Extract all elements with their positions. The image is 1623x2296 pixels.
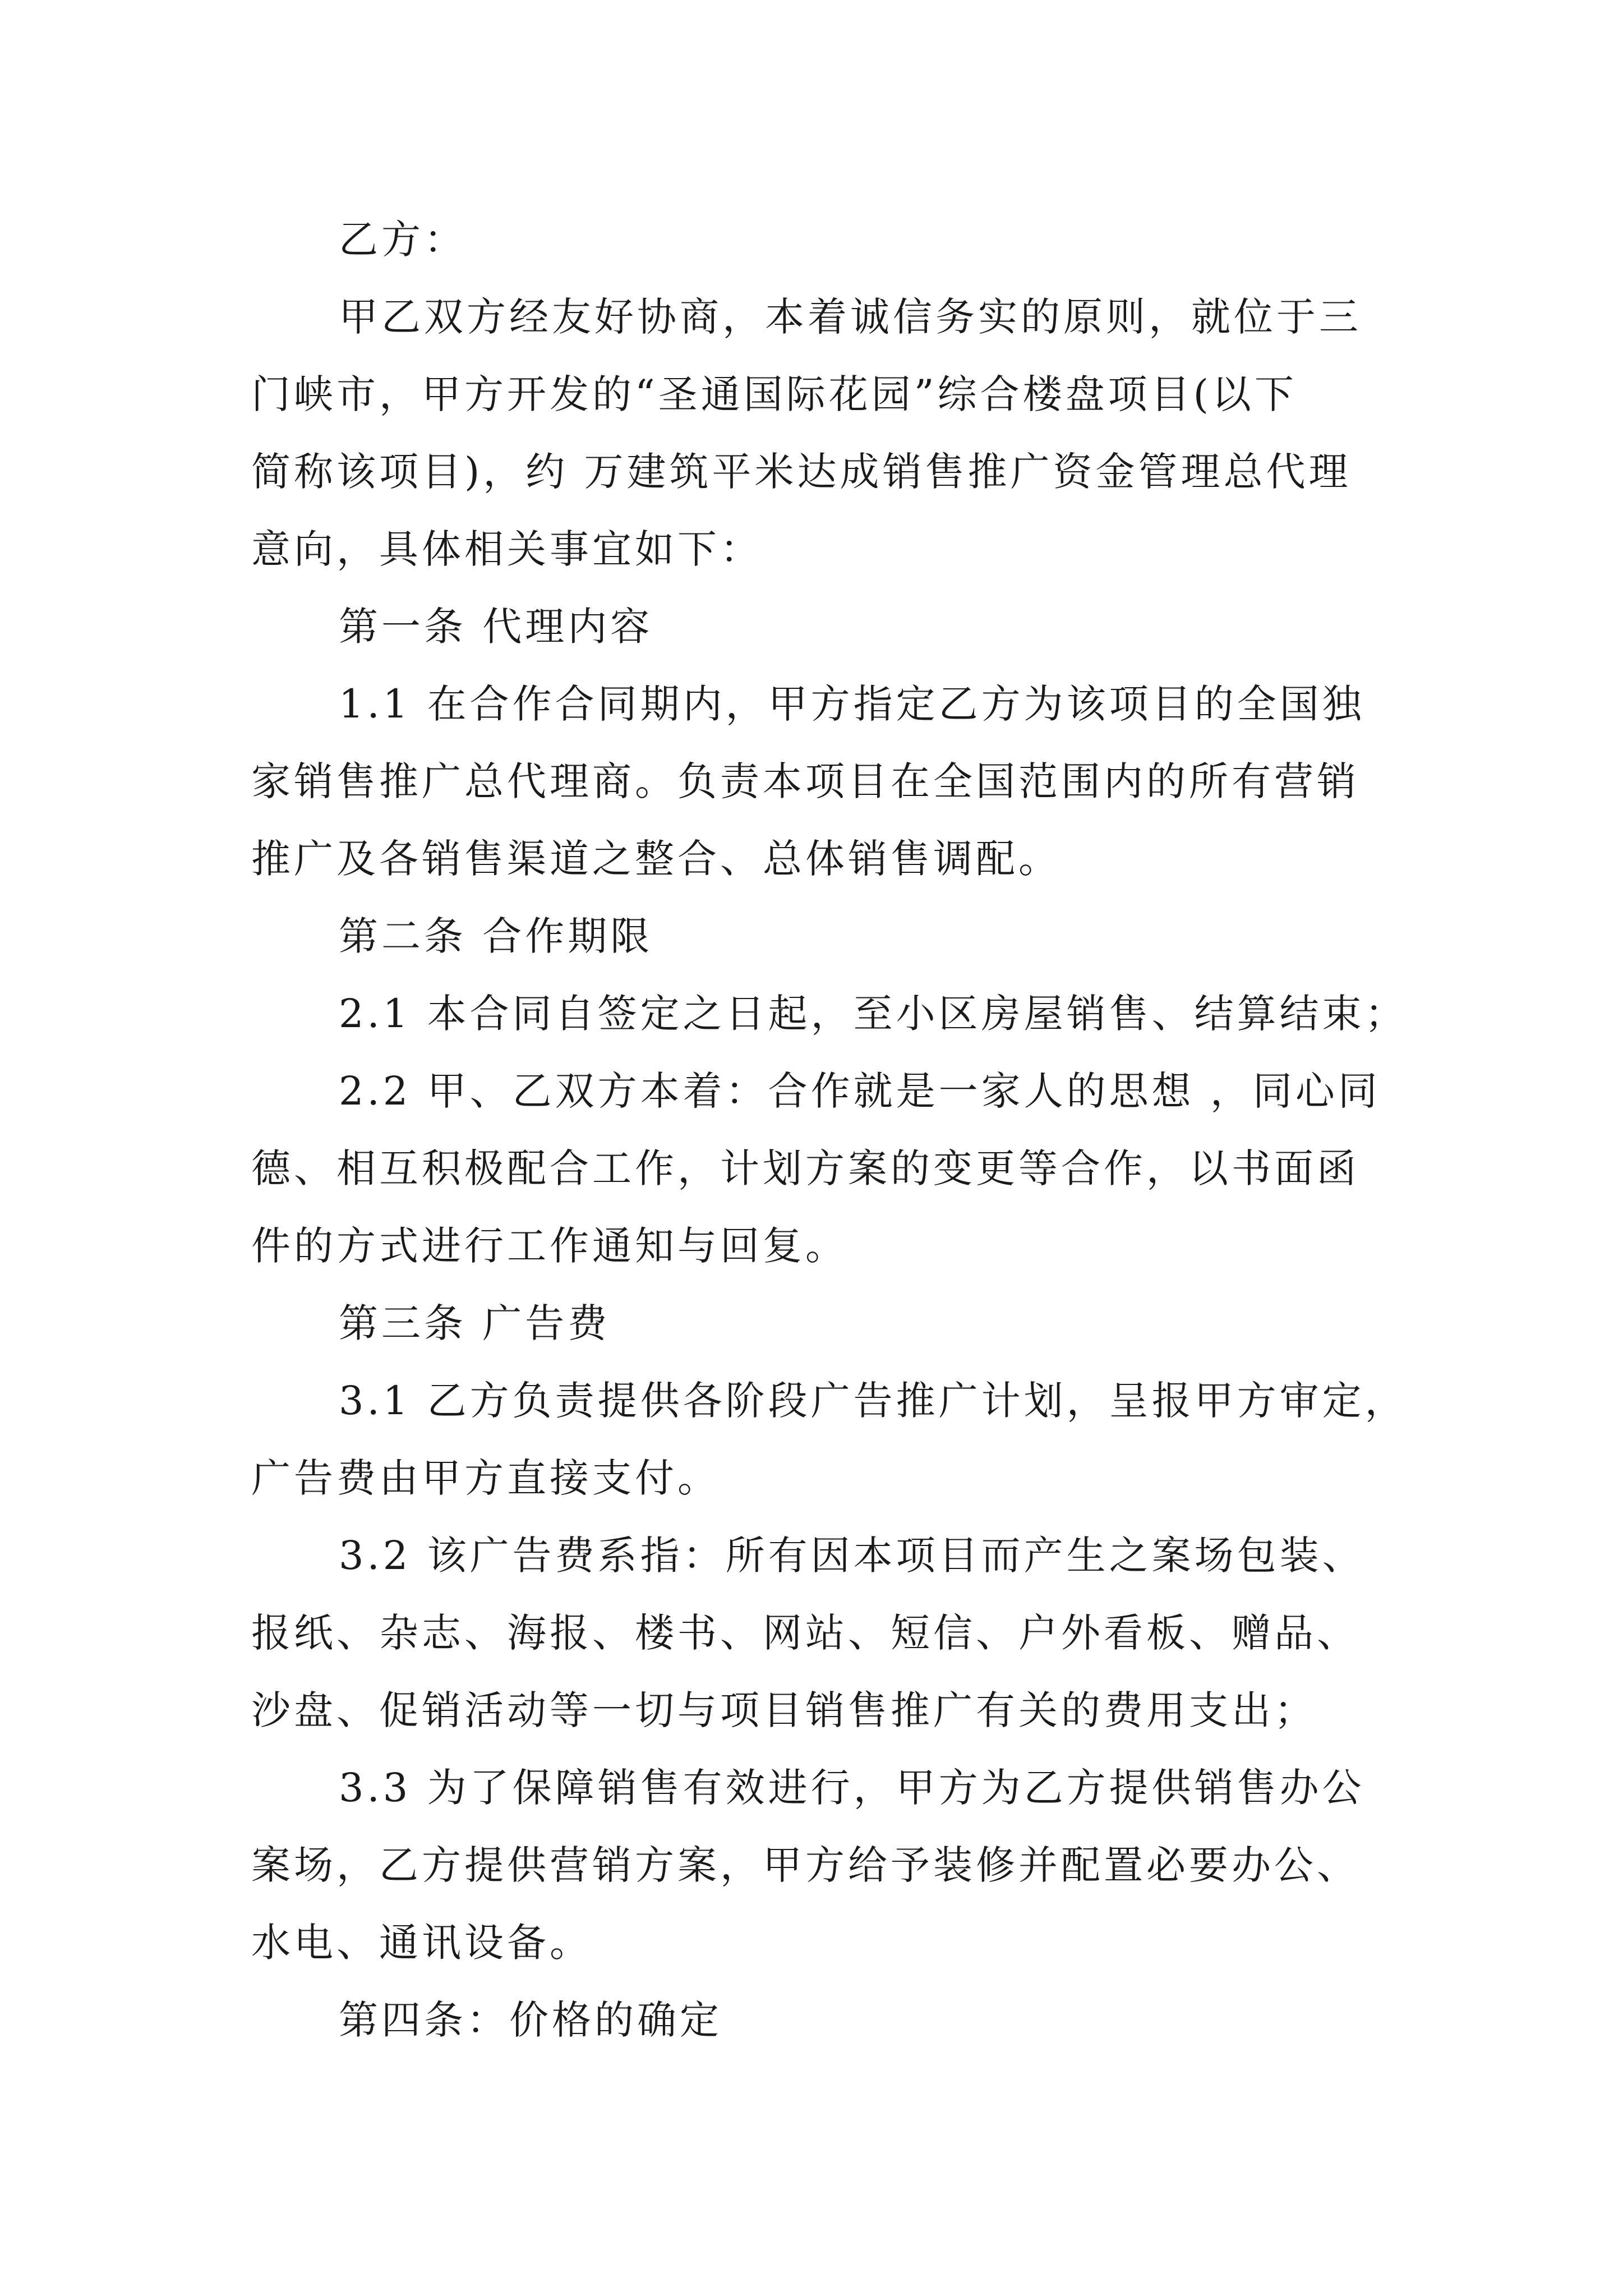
intro-paragraph-line: 甲乙双方经友好协商，本着诚信务实的原则，就位于三	[339, 294, 1362, 340]
clause-3-2-line: 3.2 该广告费系指：所有因本项目而产生之案场包装、	[339, 1533, 1365, 1579]
intro-paragraph-line: 意向，具体相关事宜如下：	[251, 526, 763, 572]
intro-paragraph-line: 门峡市，甲方开发的“圣通国际花园”综合楼盘项目(以下	[251, 371, 1297, 417]
clause-3-3-line: 3.3 为了保障销售有效进行，甲方为乙方提供销售办公	[339, 1765, 1365, 1811]
clause-3-1-line: 3.1 乙方负责提供各阶段广告推广计划，呈报甲方审定，	[339, 1378, 1408, 1424]
intro-paragraph-line: 简称该项目)，约 万建筑平米达成销售推广资金管理总代理	[251, 449, 1352, 495]
clause-3-3-line: 案场，乙方提供营销方案，甲方给予装修并配置必要办公、	[251, 1842, 1359, 1888]
article-1-heading: 第一条 代理内容	[339, 604, 653, 650]
clause-3-1-line: 广告费由甲方直接支付。	[251, 1455, 720, 1501]
article-2-heading: 第二条 合作期限	[339, 913, 653, 959]
clause-1-1-line: 家销售推广总代理商。负责本项目在全国范围内的所有营销	[251, 758, 1359, 804]
clause-2-1-line: 2.1 本合同自签定之日起，至小区房屋销售、结算结束；	[339, 991, 1408, 1037]
clause-2-2-line: 件的方式进行工作通知与回复。	[251, 1223, 848, 1269]
clause-1-1-line: 1.1 在合作合同期内，甲方指定乙方为该项目的全国独	[339, 681, 1365, 727]
clause-3-3-line: 水电、通讯设备。	[251, 1920, 592, 1966]
article-4-heading: 第四条：价格的确定	[339, 1997, 722, 2043]
clause-3-2-line: 沙盘、促销活动等一切与项目销售推广有关的费用支出；	[251, 1687, 1317, 1733]
party-b-label: 乙方：	[339, 217, 467, 263]
clause-1-1-line: 推广及各销售渠道之整合、总体销售调配。	[251, 836, 1061, 882]
clause-2-2-line: 德、相互积极配合工作，计划方案的变更等合作，以书面函	[251, 1145, 1359, 1191]
clause-3-2-line: 报纸、杂志、海报、楼书、网站、短信、户外看板、赠品、	[251, 1610, 1359, 1656]
article-3-heading: 第三条 广告费	[339, 1300, 611, 1346]
clause-2-2-line: 2.2 甲、乙双方本着：合作就是一家人的思想 ，同心同	[339, 1068, 1381, 1114]
